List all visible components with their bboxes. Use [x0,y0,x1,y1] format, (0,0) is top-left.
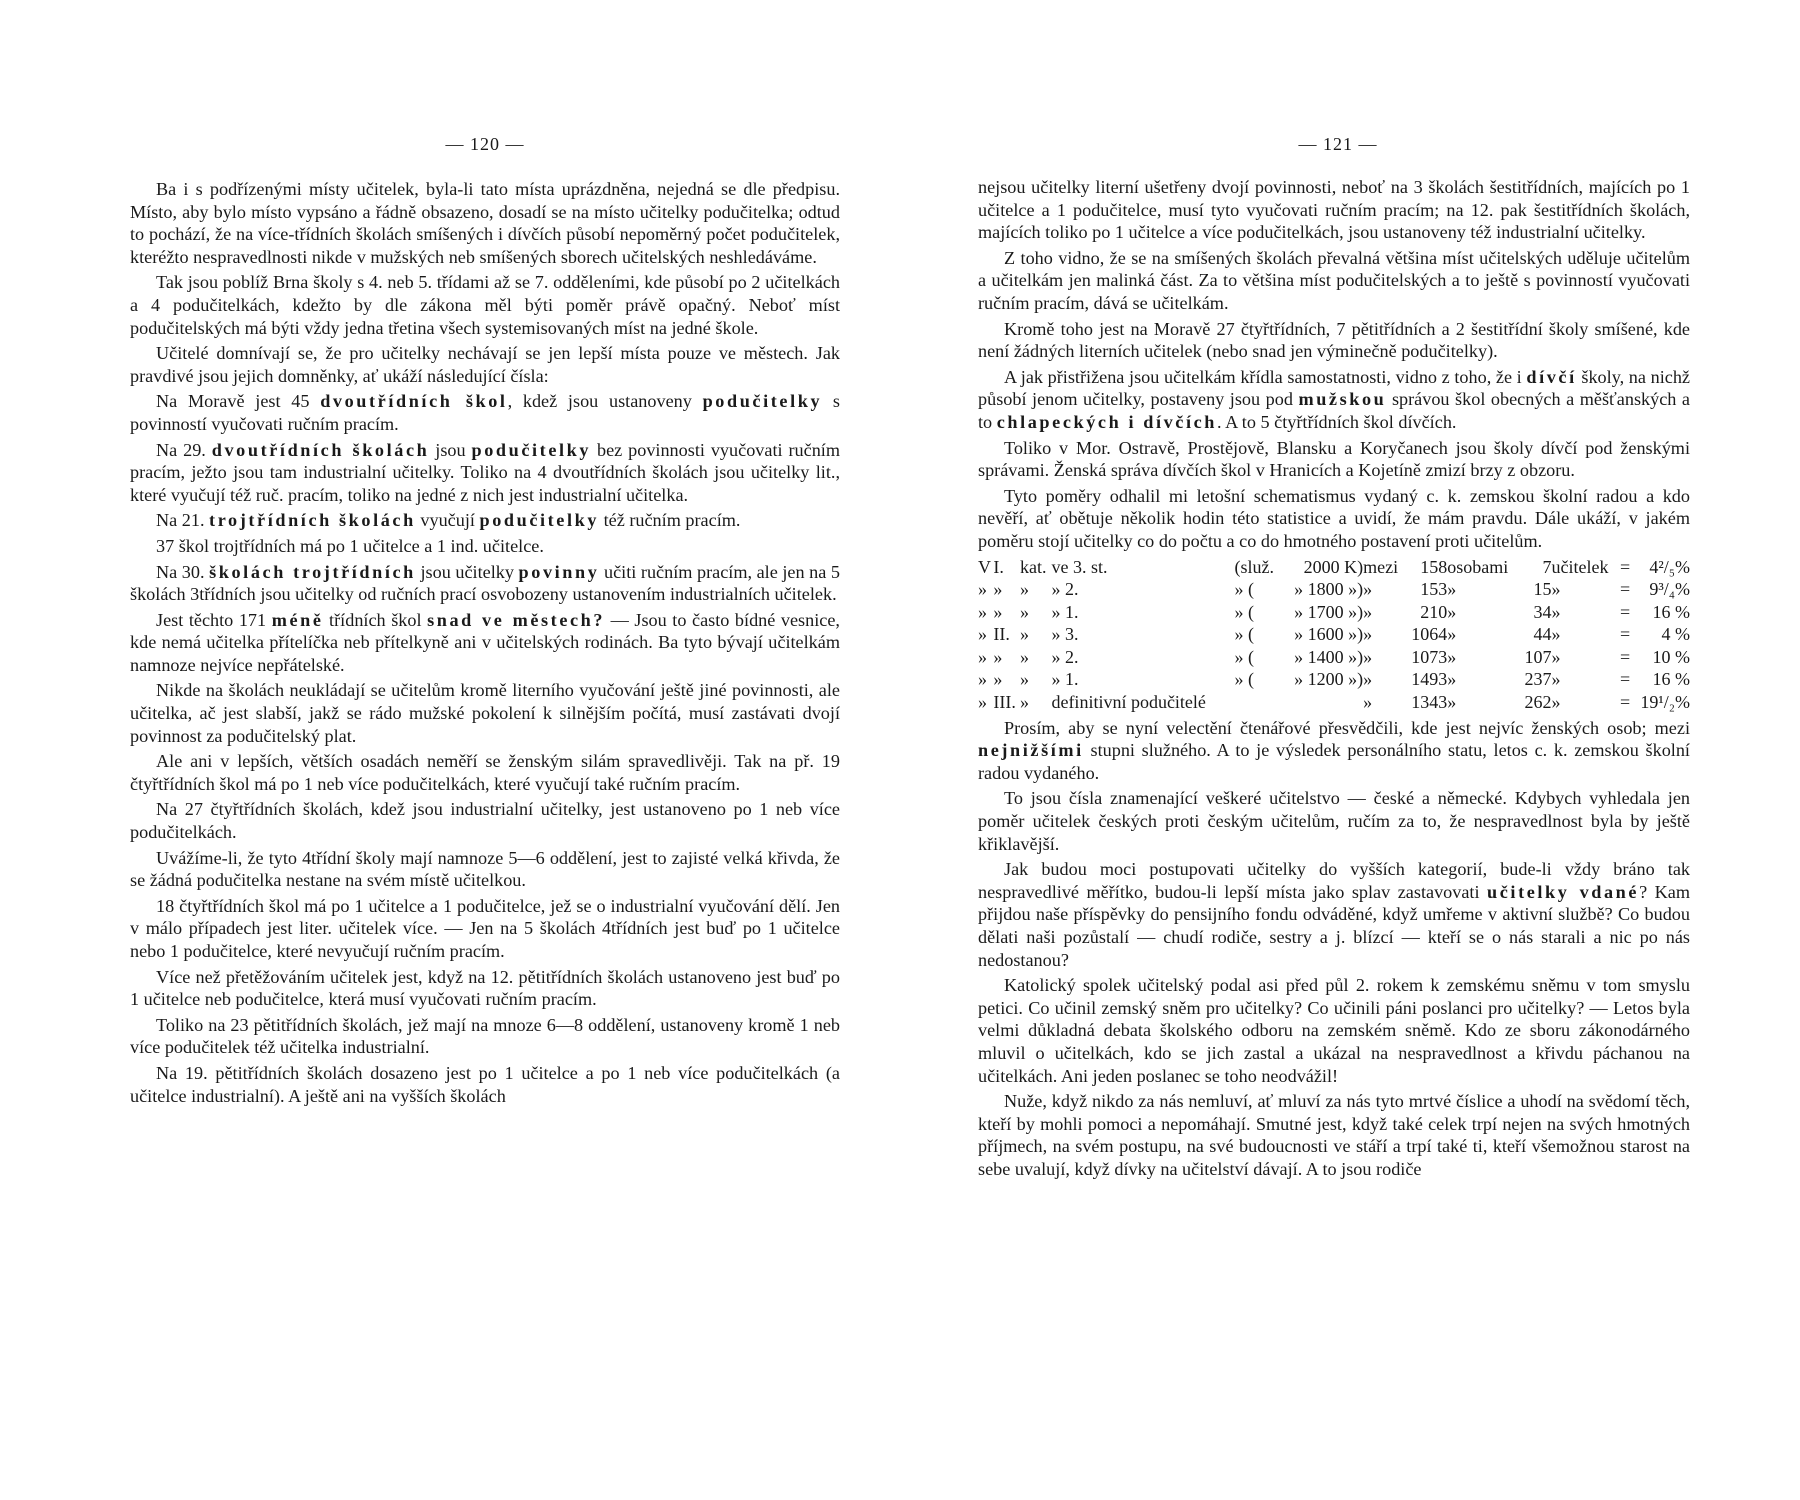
table-cell: » [1363,646,1373,667]
paragraph: Uvážíme-li, že tyto 4třídní školy mají namnoze 5—6 oddělení, jest to zajisté velká křivda, že se žádná podučitelka nestane na svém místě učitelkou. [130,847,840,891]
paragraph: Toliko v Mor. Ostravě, Prostějově, Blansku a Koryčanech jsou školy dívčí pod ženskými správami. Ženská správa dívčích škol v Hranicích a Kojetíně zmizí brzy z obzoru. [978,437,1690,481]
table-cell: ve 3. st. [1051,556,1108,577]
spaced-emphasis: nejnižšími [978,740,1084,761]
paragraph: Jak budou moci postupovati učitelky do vyšších kategorií, bude-li vždy bráno tak nespravedlivé měřítko, budou-li lepší místa jako splav zastavovati učitelky vdané? Kam přijdou naše příspěvky do pensijního fondu odváděné, když umřeme v aktivní službě? Co budou dělati naši pozůstalí — chudí rodiče, sestry a j. blízcí — kteří se o nás starali a nic po nás nedostanou? [978,859,1690,970]
table-cell: 237 [1524,669,1552,690]
table-cell: 7 [1542,556,1552,577]
table-cell: » ( [1234,579,1255,600]
paragraph: Více než přetěžováním učitelek jest, když na 12. pětitřídních školách ustanoveno jest buď po 1 učitelce neb podučitelce, která musí vyučovati ručním pracím. [130,966,840,1010]
table-cell [1281,691,1363,714]
paragraph: Nikde na školách neukládají se učitelům kromě literního vyučování ještě jiné povinnosti, ale učitelka, ač jest slabší, jakž se rádo mužské pokolení k silnějším počítá, musí zastávati dvojí povinnost za podučitelský plat. [130,680,840,746]
paragraph: Ba i s podřízenými místy učitelek, byla-li tato místa uprázdněna, nejedná se dle předpisu. Místo, aby bylo místo vypsáno a řádně obsazeno, dosadí se na místo učitelky podučitelka; odtud to pochází, že na více-třídních školách smíšených i dívčích působí nepoměrný počet podučitelek, kteréžto nespravedlnosti nikde v mužských neb smíšených sborech učitelských neshledáváme. [130,179,840,267]
table-cell: 153 [1420,579,1448,600]
table-cell: 1343 [1411,692,1448,713]
table-cell: = [1619,646,1631,667]
table-cell: » [1551,692,1561,713]
table-cell: » 1400 ») [1294,646,1364,667]
spaced-emphasis: dívčí [1526,366,1577,387]
spaced-emphasis: podučitelky [471,439,592,460]
spaced-emphasis: podučitelky [702,391,823,412]
table-cell: » [978,692,987,713]
table-cell: 4²/₅% [1649,556,1690,577]
page-number: — 121 — [1298,134,1378,154]
table-cell: 210 [1420,601,1448,622]
table-cell: = [1619,692,1631,713]
table-cell: 15 [1533,579,1552,600]
table-cell: 262 [1524,692,1552,713]
table-cell: (služ. [1234,556,1275,577]
paragraph: Na Moravě jest 45 dvoutřídních škol, kdež jsou ustanoveny podučitelky s povinností vyučovati ručním pracím. [130,391,840,434]
spaced-emphasis: dvoutřídních škol [320,391,508,412]
table-cell: » [1447,692,1457,713]
table-cell: » [1363,669,1373,690]
table-cell: 107 [1524,646,1552,667]
table-cell: II. [993,624,1010,645]
table-cell: 16 % [1652,669,1690,690]
paragraph: Na 19. pětitřídních školách dosazeno jest po 1 učitelce a po 1 neb více podučitelkách (a učitelce industrialní). A ještě ani na vyšších školách [130,1062,840,1106]
table-row [978,668,1690,691]
paragraph: Tyto poměry odhalil mi letošní schematismus vydaný c. k. zemskou školní radou a kdo nevěří, ať obětuje několik hodin této statistice a uvidí, že mám pravdu. Dále ukáží, v jakém poměru stojí učitelky co do počtu a co do hmotného postavení proti učitelům. [978,485,1690,551]
spaced-emphasis: dvoutřídních školách [211,439,430,460]
table-cell: 2000 K) [1303,556,1364,577]
paragraph: nejsou učitelky literní ušetřeny dvojí povinnosti, neboť na 3 školách šestitřídních, majících po 1 učitelce a 1 podučitelce, musí tyto vyučovati ručním pracím; na 12. pak šestitřídních školách, majících toliko po 1 učitelce a více podučitelkách, jsou ustanoveny též industrialní učitelky. [978,177,1690,243]
paragraph: 18 čtyřtřídních škol má po 1 učitelce a 1 podučitelce, jež se o industrialní vyučování dělí. Jen v málo případech jest liter. učitelek více. — Jen na 5 školách 4třídních jest buď po 1 učitelce nebo 1 podučitelce, které nevyučují ručním pracím. [130,895,840,961]
spaced-emphasis: méně [271,609,324,630]
table-cell: » 1. [1051,669,1079,690]
table-cell: » [1551,601,1561,622]
table-cell: » [978,579,987,600]
paragraph: Kromě toho jest na Moravě 27 čtyřtřídních, 7 pětitřídních a 2 šestitřídní školy smíšené, kde není žádných literních učitelek (nebo snad jen výminečně podučitelky). [978,318,1690,362]
table-cell: » [1020,646,1030,667]
table-cell: » [978,669,987,690]
paragraph: Nuže, když nikdo za nás nemluví, ať mluví za nás tyto mrtvé číslice a uhodí na svědomí těch, kteří by mohli pomoci a nepomáhají. Smutné jest, když také celek trpí nejen na svých hmotných příjmech, na svém postupu, na své budoucnosti ve stáří a trpí také ti, kteří všemožnou starost na sebe uvalují, když dívky na učitelství dávají. A to jsou rodiče [978,1091,1690,1179]
table-cell: » [993,646,1003,667]
paragraph: Na 21. trojtřídních školách vyučují podučitelky též ručním pracím. [156,510,741,531]
table-cell: 16 % [1652,601,1690,622]
table-cell: » [993,669,1003,690]
table-cell: » [993,601,1003,622]
table-cell: » [1020,579,1030,600]
table-cell: = [1619,624,1631,645]
table-cell: » [978,601,987,622]
table-cell: 34 [1533,601,1552,622]
paragraph: A jak přistřižena jsou učitelkám křídla samostatnosti, vidno z toho, že i dívčí školy, na nichž působí jenom učitelky, postaveny jsou pod mužskou správou škol obecných a měšťanských a to chlapeckých i dívčích. A to 5 čtyřtřídních škol dívčích. [978,366,1690,432]
paragraph: Z toho vidno, že se na smíšených školách převalná většina míst učitelských uděluje učitelům a učitelkám jen malinká část. Za to většina míst podučitelských a to ještě s povinností vyučovati ručním pracím, dává se učitelkám. [978,247,1690,313]
paragraph: Tak jsou poblíž Brna školy s 4. neb 5. třídami až se 7. odděleními, kde působí po 2 učitelkách a 4 podučitelkách, kdežto by dle zákona měl býti poměr právě opačný. Neboť míst podučitelských má býti vždy jedna třetina všech systemisovaných míst na jedné škole. [130,272,840,338]
table-cell: » [1447,579,1457,600]
table-row [978,691,1690,714]
paragraph: Na 27 čtyřtřídních školách, kdež jsou industrialní učitelky, jest ustanoveno po 1 neb více podučitelkách. [130,799,840,843]
paragraph: Ale ani v lepších, větších osadách neměří se ženským silám spravedlivěji. Tak na př. 19 čtyřtřídních škol má po 1 neb více podučitelkách, které vyučují také ručním pracím. [130,751,840,794]
table-cell: » 1600 ») [1294,624,1364,645]
page-number: — 120 — [445,134,525,154]
table-cell: » [978,624,987,645]
table-cell: » 1. [1051,601,1079,622]
table-cell: » 2. [1051,579,1079,600]
table-cell: = [1619,669,1631,690]
table-cell: I. [993,556,1004,577]
spaced-emphasis: trojtřídních školách [209,510,416,531]
table-cell: » 1800 ») [1294,579,1364,600]
paragraph: Jest těchto 171 méně třídních škol snad ve městech? — Jsou to často bídné vesnice, kde nemá učitelka přítelíčka neb přítelkyně ani v učitelských rodinách. Ba tyto bývají učitelkám namnoze nejvíce nepřátelské. [130,609,840,675]
table-cell: = [1619,579,1631,600]
table-cell: definitivní podučitelé [1051,692,1206,713]
statistics-table [978,556,1690,714]
table-cell: » [1447,624,1457,645]
spaced-emphasis: mužskou [1298,389,1387,410]
table-cell: » [1020,692,1030,713]
table-cell [1235,691,1282,714]
table-row [978,646,1690,669]
paragraph: To jsou čísla znamenající veškeré učitelstvo — české a německé. Kdybych vyhledala jen poměr učitelek českých proti českým učitelům, ručím za to, že nespravedlnost byla by ještě křiklavější. [978,788,1690,854]
table-cell: 19¹/₂% [1640,692,1690,713]
spaced-emphasis: snad ve městech? [427,609,606,630]
paragraph: Toliko na 23 pětitřídních školách, jež mají na mnoze 6—8 oddělení, ustanoveny kromě 1 neb více podučitelek též učitelka industrialní. [130,1014,840,1058]
table-cell: » ( [1234,646,1255,667]
table-cell: » [1551,669,1561,690]
table-row [978,601,1690,624]
paragraph: Na 30. školách trojtřídních jsou učitelky povinny učiti ručním pracím, ale jen na 5 školách 3třídních jsou učitelky od ručních prací osvobozeny ustanovením industrialních učitelek. [130,561,840,605]
table-cell: kat. [1020,556,1047,577]
table-cell: 1493 [1411,669,1448,690]
paragraph: Na 29. dvoutřídních školách jsou podučitelky bez povinnosti vyučovati ručním pracím, ježto jsou tam industrialní učitelky. Toliko na 4 dvoutřídních školách jsou učitelky lit., které vyučují též ruč. pracím, toliko na jedné z nich jest industrialní učitelka. [130,439,840,505]
table-cell: » [1447,669,1457,690]
table-cell: V [978,556,991,577]
table-cell: » 2. [1051,646,1079,667]
table-cell: » [1363,624,1373,645]
table-cell: » [1363,692,1373,713]
spaced-emphasis: povinny [518,561,600,582]
table-cell: » [1363,579,1373,600]
paragraph: Katolický spolek učitelský podal asi před půl 2. rokem k zemskému sněmu v tom smyslu petici. Co učinil zemský sněm pro učitelky? Co učinili páni poslanci pro učitelky? — Letos byla velmi důkladná debata školského odboru na zemském sněmě. Kdo ze sboru zákonodárného mluvil o učitelkách, kdo se jich zastal a ukázal na nespravedlnost a křivdu páchanou na učitelkách. Ani jeden poslanec se toho neodvážil! [978,975,1690,1086]
table-cell: 1073 [1411,646,1448,667]
table-cell: = [1619,601,1631,622]
table-cell: » ( [1234,624,1255,645]
table-cell: 10 % [1652,646,1690,667]
table-cell: » [1447,601,1457,622]
paragraph: Učitelé domnívají se, že pro učitelky nechávají se jen lepší místa pouze ve městech. Jak pravdivé jsou jejich domněnky, ať ukáží následující čísla: [130,343,840,386]
table-cell: » [1020,669,1030,690]
table-cell: » [1551,646,1561,667]
table-cell: » ( [1234,669,1255,690]
table-cell: = [1619,556,1631,577]
spaced-emphasis: učitelky vdané [1487,881,1640,902]
table-cell: mezi [1363,556,1399,577]
table-cell: 4 % [1661,624,1690,645]
table-cell: » 1700 ») [1294,601,1364,622]
table-cell: » [1447,646,1457,667]
table-cell: 158 [1420,556,1448,577]
table-cell: » ( [1234,601,1255,622]
table-cell: » [1551,624,1561,645]
spaced-emphasis: školách trojtřídních [209,561,416,582]
paragraph: 37 škol trojtřídních má po 1 učitelce a 1 ind. učitelce. [156,535,544,556]
table-cell: » [1551,579,1561,600]
table-cell: » 1200 ») [1294,669,1364,690]
table-cell: » [1363,601,1373,622]
table-cell: » [978,646,987,667]
right-page-text [978,176,1690,1184]
paragraph: Prosím, aby se nyní velectění čtenářové přesvědčili, kde jest nejvíc ženských osob; mezi nejnižšími stupni služného. A to je výsledek personálního statu, letos c. k. zemskou školní radou vydaného. [978,717,1690,783]
table-cell: 1064 [1411,624,1448,645]
table-cell: » [993,579,1003,600]
spaced-emphasis: podučitelky [479,510,600,531]
table-cell: osobami [1447,556,1509,577]
table-cell: III. [993,692,1016,713]
table-cell: » 3. [1051,624,1079,645]
table-row [978,623,1690,646]
table-cell: » [1020,624,1030,645]
table-cell: 44 [1533,624,1552,645]
spaced-emphasis: chlapeckých i dívčích [996,411,1218,432]
left-page-text [130,178,840,1110]
table-row [978,578,1690,601]
table-cell: » [1020,601,1030,622]
table-cell: učitelek [1551,556,1609,577]
table-row [978,556,1690,579]
table-cell: 9³/₄% [1649,579,1690,600]
